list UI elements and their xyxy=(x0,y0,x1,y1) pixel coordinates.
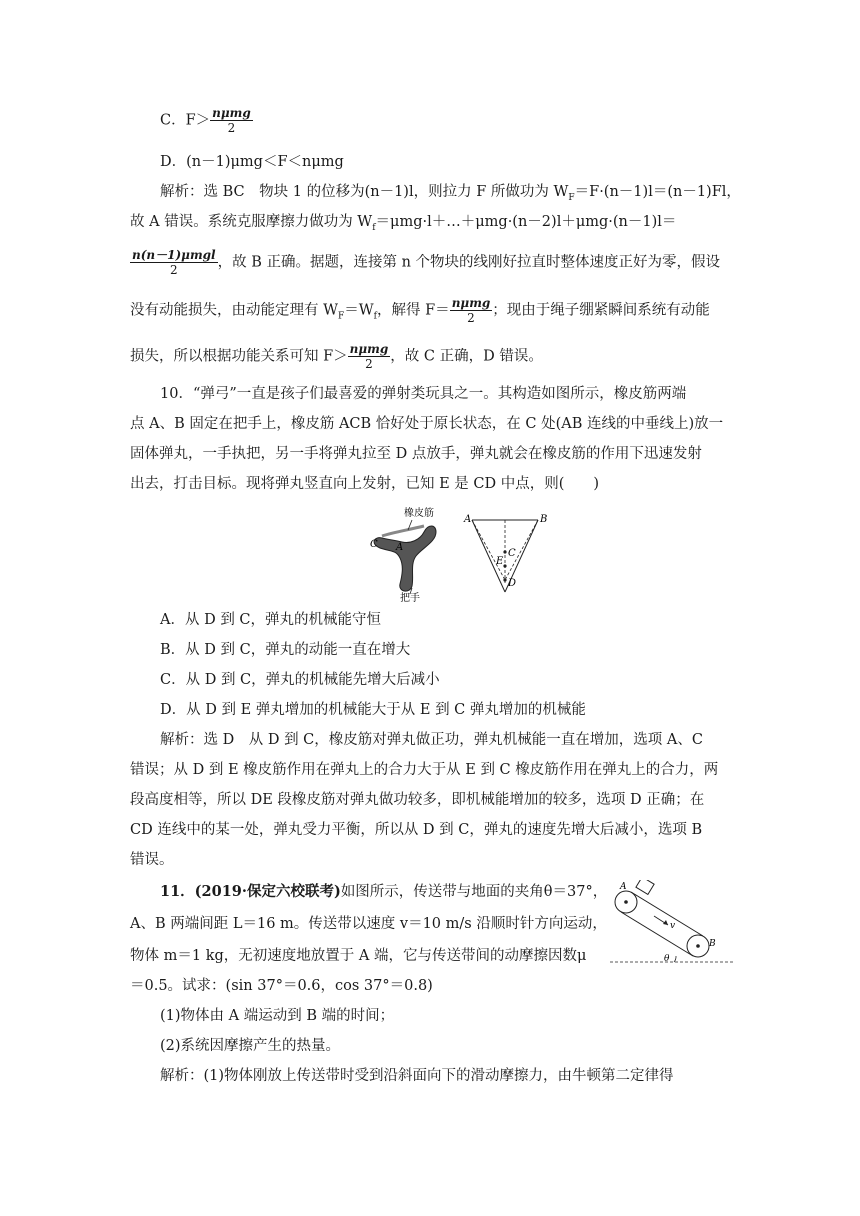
svg-text:B: B xyxy=(709,939,716,949)
q10-solution-line-3: 段高度相等，所以 DE 段橡皮筋对弹丸做功较多，即机械能增加的较多，选项 D 正确；在 xyxy=(130,792,705,808)
q10-solution-line-1: 解析：选 D 从 D 到 C，橡皮筋对弹丸做正功，弹丸机械能一直在增加，选项 A、C xyxy=(160,732,703,748)
q9-solution-line-3: $\frac{\text{n(n－1)μmgl}}{2}$ ，故 B 正确。据题，连接第 n 个物块的线刚好拉直时整体速度正好为零，假设 xyxy=(132,248,721,277)
q11-stem-line-1: 11．(2019·保定六校联考)如图所示，传送带与地面的夹角θ＝37°， xyxy=(160,883,608,900)
q10-solution-line-4: CD 连线中的某一处，弹丸受力平衡，所以从 D 到 C，弹丸的速度先增大后减小，选项 B xyxy=(130,822,703,838)
q10-option-a: A．从 D 到 C，弹丸的机械能守恒 xyxy=(160,612,382,628)
q9-option-c-label: C．F＞ xyxy=(160,112,211,129)
q9-solution-fraction: $\frac{\text{n(n－1)μmgl}}{2}$ xyxy=(132,248,216,277)
belt-bottom xyxy=(621,912,693,956)
svg-text:C: C xyxy=(508,548,516,559)
q9-option-c-fraction: $\frac{\text{nμmg}}{2}$ xyxy=(212,106,251,135)
q9-option-d: D．(n－1)μmg＜F＜nμmg xyxy=(160,154,344,170)
slingshot-figure xyxy=(352,500,552,602)
q10-option-c: C．从 D 到 C，弹丸的机械能先增大后减小 xyxy=(160,672,440,688)
belt-top xyxy=(631,892,703,936)
q10-stem-line-3: 固体弹丸，一手执把，另一手将弹丸拉至 D 点放手，弹丸就会在橡皮筋的作用下迅速发射 xyxy=(130,446,702,462)
q11-part-1: (1)物体由 A 端运动到 B 端的时间； xyxy=(160,1008,395,1024)
svg-text:A: A xyxy=(620,882,627,892)
q10-option-d: D．从 D 到 E 弹丸增加的机械能大于从 E 到 C 弹丸增加的机械能 xyxy=(160,702,586,718)
q10-solution-line-5: 错误。 xyxy=(130,852,174,868)
q9-solution-line-5: 损失，所以根据功能关系可知 F＞ $\frac{\text{nμmg}}{2}$ ，故 C 正确，D 错误。 xyxy=(130,342,543,371)
q9-solution-line-2: 故 A 错误。系统克服摩擦力做功为 $W_f=\mu mg\cdot l+\dots+\mu mg\cdot(n-2)l+\mu mg\cdot(n-1)l=$ xyxy=(130,214,677,233)
rubber-band xyxy=(382,526,424,536)
svg-text:E: E xyxy=(496,556,504,567)
triangle-diagram xyxy=(463,514,547,592)
svg-text:C: C xyxy=(370,539,378,550)
svg-text:v: v xyxy=(670,921,676,931)
q11-part-2: (2)系统因摩擦产生的热量。 xyxy=(160,1038,341,1054)
svg-text:A: A xyxy=(464,514,472,525)
q11-stem-line-3: 物体 m＝1 kg，无初速度地放置于 A 端，它与传送带间的动摩擦因数μ xyxy=(130,948,587,964)
q10-option-b: B．从 D 到 C，弹丸的动能一直在增大 xyxy=(160,642,411,658)
q11-solution: 解析：(1)物体刚放上传送带时受到沿斜面向下的滑动摩擦力，由牛顿第二定律得 xyxy=(160,1068,674,1084)
q10-stem-line-4: 出去，打击目标。现将弹丸竖直向上发射，已知 E 是 CD 中点，则( ) xyxy=(130,476,600,492)
svg-text:D: D xyxy=(508,578,517,589)
q11-stem-line-4: ＝0.5。试求：(sin 37°＝0.6，cos 37°＝0.8) xyxy=(130,978,433,994)
conveyor-figure xyxy=(610,880,735,968)
svg-text:A: A xyxy=(396,542,404,553)
label-handle: 把手 xyxy=(400,593,420,602)
label-rubber: 橡皮筋 xyxy=(404,508,434,519)
svg-text:θ: θ xyxy=(664,954,670,964)
q9-solution-line-4: 没有动能损失，由动能定理有 $W_F=W_f$，解得 F＝ $\frac{\text{nμmg}}{2}$ ；现由于绳子绷紧瞬间系统有动能 xyxy=(130,296,710,325)
q9-solution-line-1: 解析：选 BC 物块 1 的位移为(n－1)l，则拉力 F 所做功为 $W_F=F\cdot(n-1)l=(n-1)Fl$， xyxy=(160,184,741,203)
q11-stem-line-2: A、B 两端间距 L＝16 m。传送带以速度 v＝10 m/s 沿顺时针方向运动， xyxy=(130,916,607,932)
svg-text:B: B xyxy=(540,514,548,525)
q10-stem-line-2: 点 A、B 固定在把手上，橡皮筋 ACB 恰好处于原长状态，在 C 处(AB 连线的中垂线上)放一 xyxy=(130,416,724,432)
q9-option-c xyxy=(160,106,253,135)
q10-stem-line-1: 10．“弹弓”一直是孩子们最喜爱的弹射类玩具之一。其构造如图所示，橡皮筋两端 xyxy=(160,386,687,402)
q10-solution-line-2: 错误；从 D 到 E 橡皮筋作用在弹丸上的合力大于从 E 到 C 橡皮筋作用在弹丸上的合力，两 xyxy=(130,762,719,778)
block xyxy=(636,880,654,894)
